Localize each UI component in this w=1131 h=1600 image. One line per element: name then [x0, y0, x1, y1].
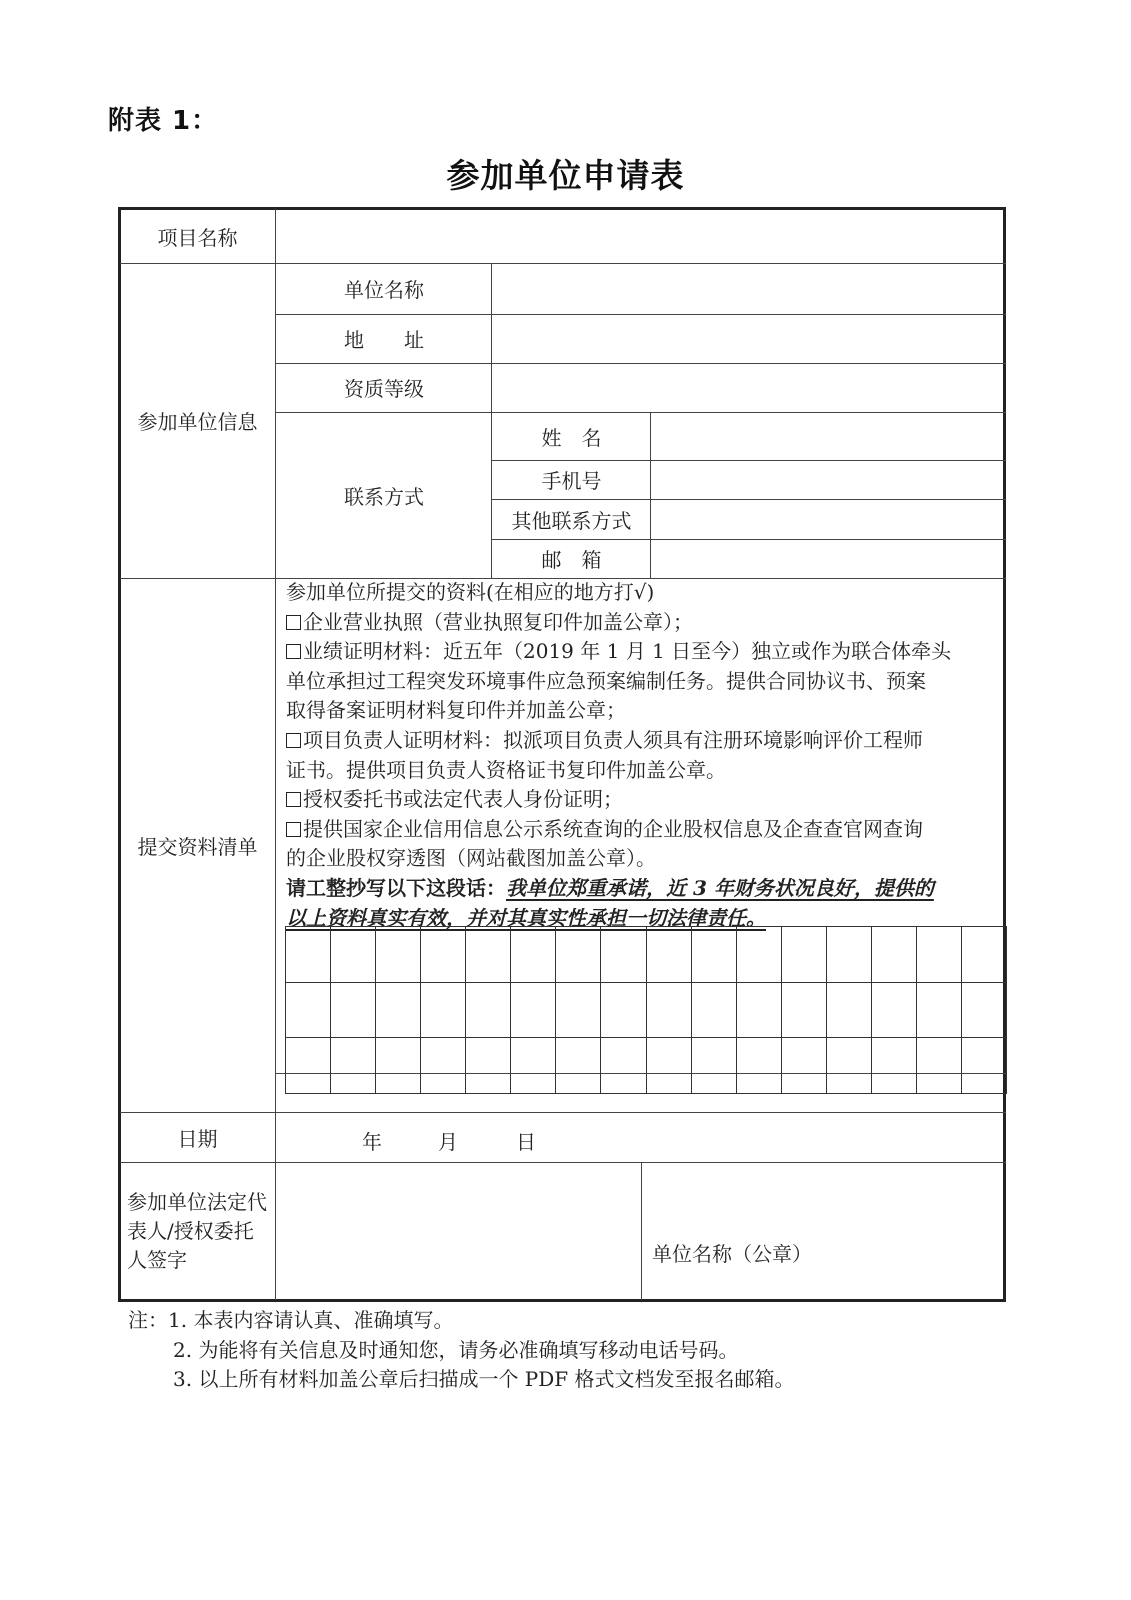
- materials-label: 提交资料清单: [137, 834, 258, 859]
- checklist-item-performance: [286, 637, 1006, 667]
- checklist-item-project-leader: [286, 726, 1006, 756]
- address-field[interactable]: [493, 314, 1006, 363]
- unit-name-field[interactable]: [493, 263, 1006, 314]
- signature-label: 参加单位法定代表人/授权委托人签字: [127, 1189, 267, 1272]
- grid-cell[interactable]: [737, 1038, 782, 1094]
- grid-cell[interactable]: [376, 1038, 421, 1094]
- checkbox[interactable]: [286, 822, 301, 837]
- grid-cell[interactable]: [511, 1038, 556, 1094]
- note-item: 2. 为能将有关信息及时通知您，请务必准确填写移动电话号码。: [173, 1337, 739, 1362]
- checklist-item-text: 授权委托书或法定代表人身份证明；: [303, 787, 623, 812]
- materials-checklist: [286, 578, 1006, 933]
- grid-cell[interactable]: [466, 1038, 511, 1094]
- unit-name-label: 单位名称: [344, 278, 424, 302]
- grid-cell[interactable]: [827, 1038, 872, 1094]
- divider: [650, 412, 651, 578]
- checklist-item-text: 企业营业执照（营业执照复印件加盖公章）；: [303, 609, 693, 634]
- grid-cell[interactable]: [331, 927, 376, 983]
- note-item: 3. 以上所有材料加盖公章后扫描成一个 PDF 格式文档发至报名邮箱。: [173, 1367, 795, 1391]
- grid-cell[interactable]: [872, 983, 917, 1039]
- mobile-label: 手机号: [541, 469, 602, 493]
- contact-name-field[interactable]: [652, 412, 1006, 460]
- checkbox[interactable]: [286, 792, 301, 807]
- grid-cell[interactable]: [692, 927, 737, 983]
- grid-cell[interactable]: [917, 983, 962, 1039]
- checklist-item-text: 单位承担过工程突发环境事件应急预案编制任务。提供合同协议书、预案: [286, 668, 926, 693]
- handwriting-grid[interactable]: [285, 926, 1007, 1094]
- project-name-field[interactable]: [277, 209, 1006, 263]
- unit-info-label: 参加单位信息: [137, 410, 258, 434]
- notes: [128, 1306, 795, 1395]
- email-field[interactable]: [652, 539, 1006, 578]
- grid-cell[interactable]: [556, 1038, 601, 1094]
- grid-cell[interactable]: [827, 927, 872, 983]
- grid-cell[interactable]: [917, 1038, 962, 1094]
- grid-cell[interactable]: [556, 927, 601, 983]
- email-label: 邮 箱: [541, 548, 602, 572]
- grid-cell[interactable]: [737, 927, 782, 983]
- project-name-label: 项目名称: [157, 225, 238, 250]
- grid-cell[interactable]: [466, 927, 511, 983]
- checklist-item-text: 取得备案证明材料复印件并加盖公章；: [286, 698, 626, 723]
- checklist-item-equity-info: [286, 815, 1006, 845]
- grid-cell[interactable]: [556, 983, 601, 1039]
- grid-cell[interactable]: [827, 983, 872, 1039]
- grid-cell[interactable]: [647, 927, 692, 983]
- grid-cell[interactable]: [466, 983, 511, 1039]
- divider: [491, 263, 492, 578]
- signature-field[interactable]: [277, 1162, 641, 1300]
- checklist-item-text: 业绩证明材料：近五年（2019 年 1 月 1 日至今）独立或作为联合体牵头: [303, 639, 952, 664]
- grid-cell[interactable]: [286, 983, 331, 1039]
- grid-cell[interactable]: [737, 983, 782, 1039]
- checklist-item-authorization: [286, 785, 1006, 815]
- annex-label: 附表 1：: [108, 106, 219, 136]
- copy-instruction: 请工整抄写以下这段话：: [286, 875, 506, 900]
- grid-cell[interactable]: [421, 1038, 466, 1094]
- divider: [275, 209, 276, 1300]
- grid-cell[interactable]: [782, 983, 827, 1039]
- grid-cell[interactable]: [286, 927, 331, 983]
- checklist-item-text: 证书。提供项目负责人资格证书复印件加盖公章。: [286, 757, 726, 782]
- grid-cell[interactable]: [647, 983, 692, 1039]
- grid-cell[interactable]: [872, 1038, 917, 1094]
- grid-cell[interactable]: [692, 983, 737, 1039]
- date-year-label: 年: [362, 1129, 382, 1154]
- grid-cell[interactable]: [511, 927, 556, 983]
- grid-cell[interactable]: [286, 1038, 331, 1094]
- grid-cell[interactable]: [331, 1038, 376, 1094]
- grid-cell[interactable]: [782, 1038, 827, 1094]
- grid-cell[interactable]: [917, 927, 962, 983]
- grid-cell[interactable]: [962, 1038, 1007, 1094]
- grid-cell[interactable]: [872, 927, 917, 983]
- grid-cell[interactable]: [511, 983, 556, 1039]
- contact-name-label: 姓 名: [541, 425, 602, 450]
- checkbox[interactable]: [286, 733, 301, 748]
- divider: [641, 1162, 642, 1300]
- grid-cell[interactable]: [601, 983, 646, 1039]
- date-day-label: 日: [516, 1129, 536, 1154]
- note-item: 1. 本表内容请认真、准确填写。: [168, 1308, 454, 1332]
- grid-cell[interactable]: [376, 927, 421, 983]
- grid-cell[interactable]: [601, 1038, 646, 1094]
- contact-label: 联系方式: [344, 484, 424, 509]
- grid-cell[interactable]: [647, 1038, 692, 1094]
- pledge-text: 以上资料真实有效，并对其真实性承担一切法律责任。: [286, 905, 766, 930]
- mobile-field[interactable]: [652, 460, 1006, 499]
- other-contact-label: 其他联系方式: [511, 508, 632, 533]
- grid-cell[interactable]: [421, 927, 466, 983]
- grid-cell[interactable]: [782, 927, 827, 983]
- checklist-item-text: 项目负责人证明材料：拟派项目负责人须具有注册环境影响评价工程师: [303, 727, 923, 752]
- grid-cell[interactable]: [601, 927, 646, 983]
- grid-cell[interactable]: [692, 1038, 737, 1094]
- address-label: 地 址: [344, 328, 424, 352]
- grid-cell[interactable]: [962, 927, 1007, 983]
- page-title: 参加单位申请表: [446, 156, 685, 195]
- pledge-line-1: [286, 874, 1006, 904]
- materials-intro: 参加单位所提交的资料(在相应的地方打√): [286, 580, 655, 604]
- checkbox[interactable]: [286, 615, 301, 630]
- checklist-item-text: 的企业股权穿透图（网站截图加盖公章）。: [286, 846, 656, 871]
- checkbox[interactable]: [286, 644, 301, 659]
- checklist-item-business-license: [286, 608, 1006, 638]
- qualification-field[interactable]: [493, 363, 1006, 412]
- grid-cell[interactable]: [331, 983, 376, 1039]
- date-label: 日期: [177, 1126, 218, 1151]
- seal-label: 单位名称（公章）: [652, 1241, 812, 1266]
- date-month-label: 月: [438, 1129, 458, 1154]
- pledge-text: 我单位郑重承诺，近 3 年财务状况良好，提供的: [506, 875, 934, 900]
- grid-cell[interactable]: [421, 983, 466, 1039]
- qualification-label: 资质等级: [344, 377, 424, 401]
- notes-prefix: 注：: [128, 1308, 168, 1332]
- grid-cell[interactable]: [376, 983, 421, 1039]
- other-contact-field[interactable]: [652, 499, 1006, 539]
- checklist-item-text: 提供国家企业信用信息公示系统查询的企业股权信息及企查查官网查询: [303, 816, 923, 841]
- grid-cell[interactable]: [962, 983, 1007, 1039]
